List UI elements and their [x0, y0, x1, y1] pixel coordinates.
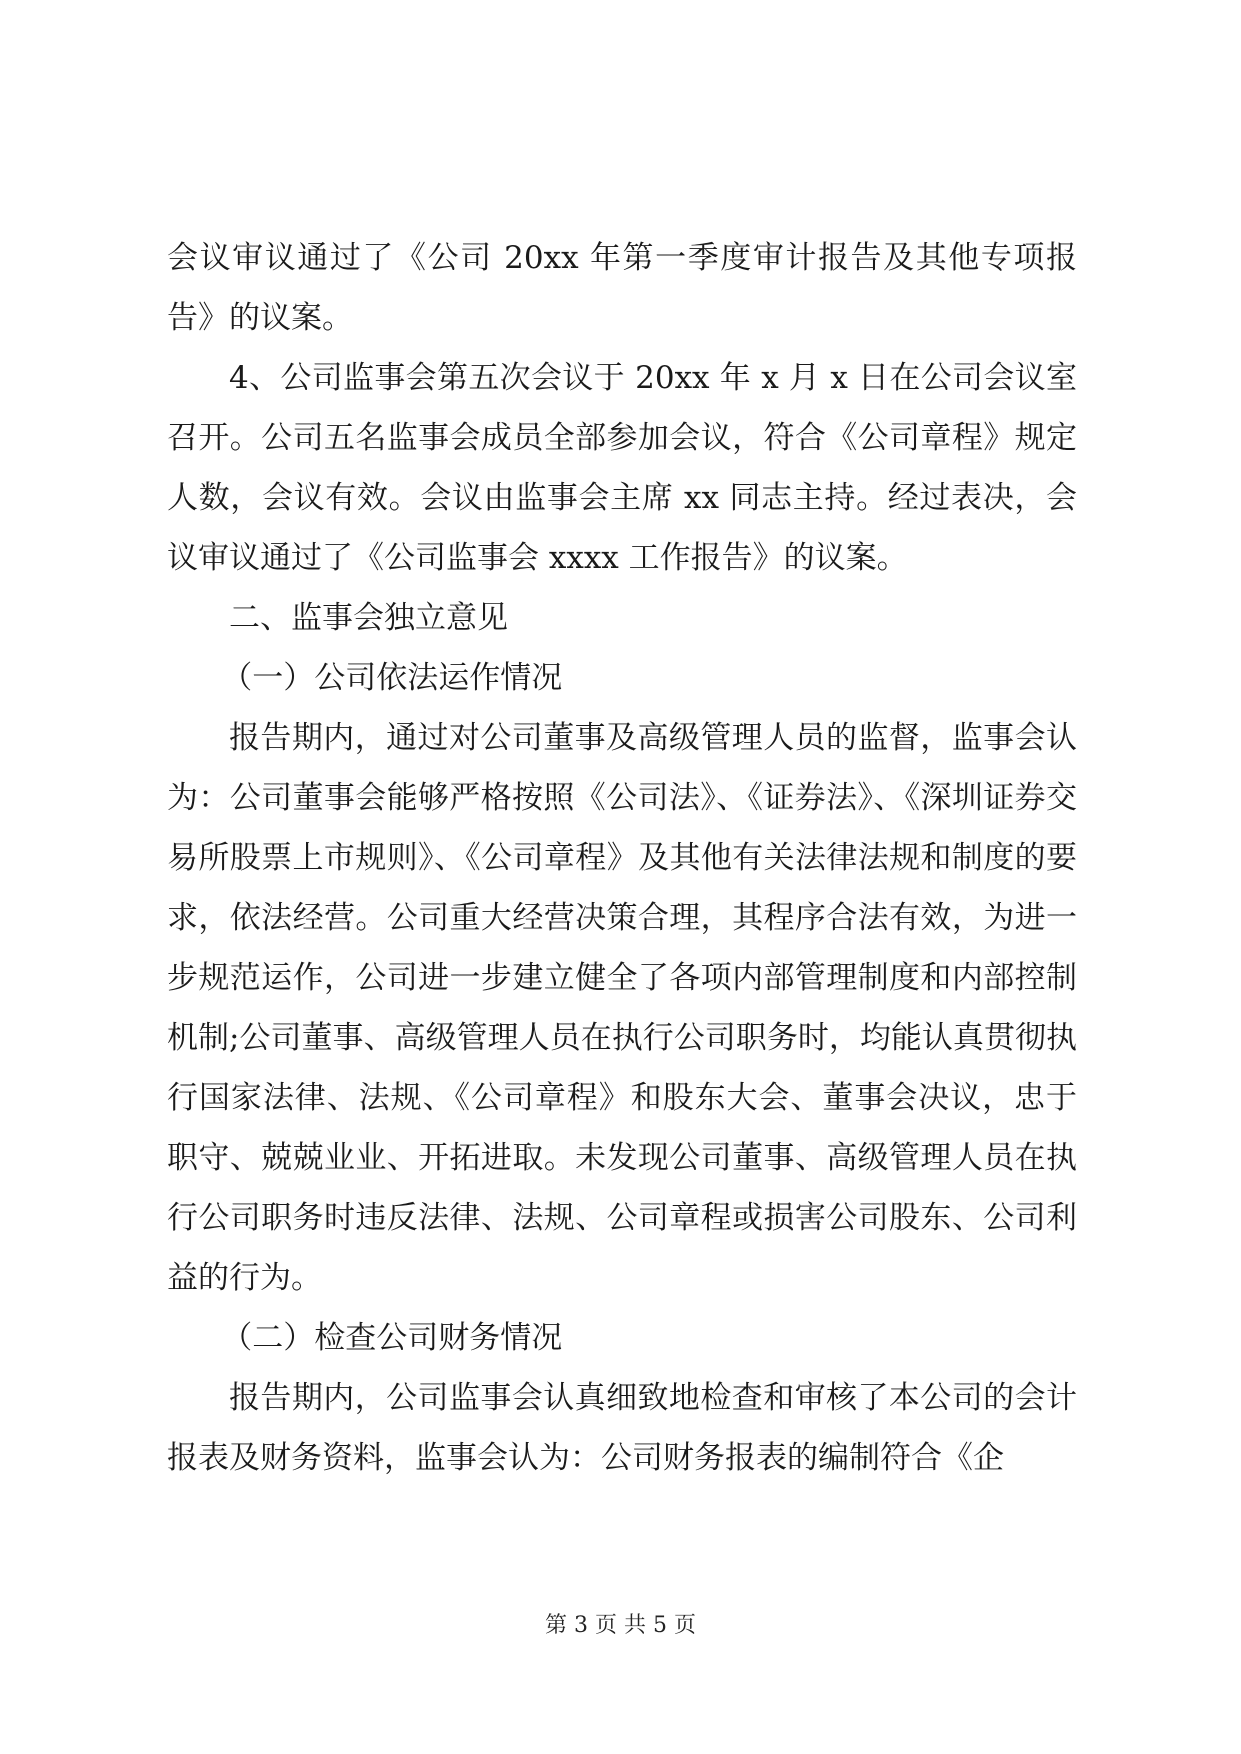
paragraph-continuation: 会议审议通过了《公司 20xx 年第一季度审计报告及其他专项报告》的议案。: [167, 240, 1077, 336]
paragraph-legal-operation: 报告期内，通过对公司董事及高级管理人员的监督，监事会认为：公司董事会能够严格按照《公司法》、《证券法》、《深圳证券交易所股票上市规则》、《公司章程》及其他有关法律法规和制度的要求，依法经营。公司重大经营决策合理，其程序合法有效，为进一步规范运作，公司进一步建立健全了各项内部管理制度和内部控制机制;公司董事、高级管理人员在执行公司职务时，均能认真贯彻执行国家法律、法规、《公司章程》和股东大会、董事会决议，忠于职守、兢兢业业、开拓进取。未发现公司董事、高级管理人员在执行公司职务时违反法律、法规、公司章程或损害公司股东、公司利益的行为。: [167, 720, 1077, 1296]
section-heading-independent-opinion: 二、监事会独立意见: [229, 600, 508, 636]
subsection-heading-legal-operation: （一）公司依法运作情况: [221, 660, 563, 696]
document-body: [167, 228, 1077, 1488]
paragraph-meeting-five: 4、公司监事会第五次会议于 20xx 年 x 月 x 日在公司会议室召开。公司五名监事会成员全部参加会议，符合《公司章程》规定人数，会议有效。会议由监事会主席 xx 同志主持。经过表决，会议审议通过了《公司监事会 xxxx 工作报告》的议案。: [167, 360, 1077, 576]
subsection-heading-financial-check: （二）检查公司财务情况: [221, 1320, 563, 1356]
paragraph-financial-check: 报告期内，公司监事会认真细致地检查和审核了本公司的会计报表及财务资料，监事会认为：公司财务报表的编制符合《企: [167, 1380, 1077, 1476]
page-number-footer: 第 3 页 共 5 页: [545, 1613, 696, 1638]
